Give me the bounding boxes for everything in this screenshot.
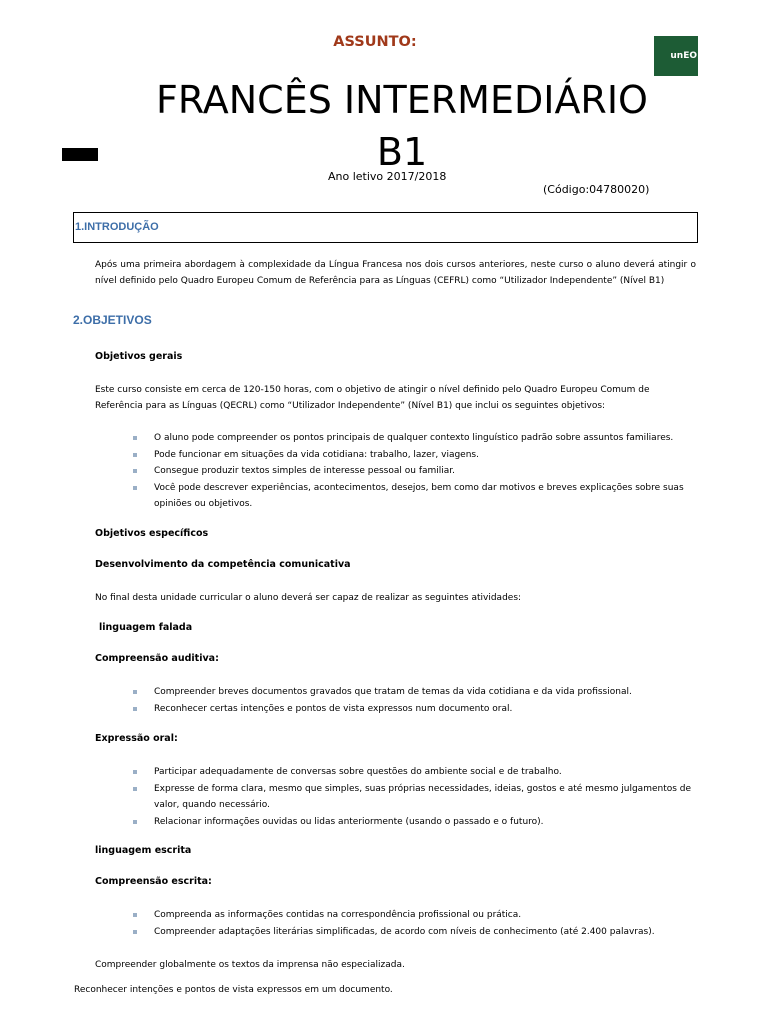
list-item — [133, 907, 703, 924]
list-item-text: Participar adequadamente de conversas sobre questões do ambiente social e de trabalho. — [154, 767, 562, 777]
reading-title: Compreensão escrita: — [95, 876, 212, 887]
list-item — [133, 814, 703, 831]
bullet-icon — [133, 930, 137, 934]
competence-title: Desenvolvimento da competência comunicativa — [95, 559, 351, 570]
competence-intro: No final desta unidade curricular o aluno deverá ser capaz de realizar as seguintes atividades: — [95, 593, 522, 603]
list-item — [133, 764, 703, 781]
general-objectives-list — [133, 430, 698, 513]
list-item-text: Expresse de forma clara, mesmo que simples, suas próprias necessidades, ideias, gostos e até mesmo julgamentos de valor, quando necessário. — [154, 783, 692, 810]
title-line-2: B1 — [376, 130, 428, 174]
bullet-icon — [133, 469, 137, 473]
subject-label: ASSUNTO: — [333, 34, 417, 50]
intro-paragraph: Após uma primeira abordagem à complexidade da Língua Francesa nos dois cursos anteriores, neste curso o aluno deverá atingir o nível definido pelo Quadro Europeu Comum de Referência para as Línguas (CEFRL) como “Utilizador Independente” (Nível B1) — [95, 260, 696, 286]
list-item — [133, 924, 703, 941]
list-item-text: Compreender breves documentos gravados que tratam de temas da vida cotidiana e da vida profissional. — [154, 687, 632, 697]
university-logo: unEO — [654, 36, 698, 76]
listening-title: Compreensão auditiva: — [95, 653, 219, 664]
bullet-icon — [133, 453, 137, 457]
list-item — [133, 701, 703, 718]
bullet-icon — [133, 787, 137, 791]
intro-heading-box — [73, 212, 698, 243]
listening-list — [133, 684, 703, 717]
list-item — [133, 430, 698, 447]
list-item-text: Reconhecer certas intenções e pontos de vista expressos num documento oral. — [154, 703, 513, 714]
list-item-text: Relacionar informações ouvidas ou lidas anteriormente (usando o passado e o futuro). — [154, 816, 544, 827]
list-item-text: O aluno pode compreender os pontos principais de qualquer contexto linguístico padrão sobre assuntos familiares. — [154, 433, 674, 443]
closing-line-1: Compreender globalmente os textos da imprensa não especializada. — [95, 960, 405, 970]
bullet-icon — [133, 436, 137, 440]
list-item-text: Pode funcionar em situações da vida cotidiana: trabalho, lazer, viagens. — [154, 449, 479, 460]
academic-year: Ano letivo 2017/2018 — [328, 170, 447, 183]
list-item — [133, 781, 703, 814]
list-item — [133, 463, 698, 480]
bullet-icon — [133, 486, 137, 490]
list-item — [133, 447, 698, 464]
bullet-icon — [133, 913, 137, 917]
list-item — [133, 684, 703, 701]
general-objectives-title: Objetivos gerais — [95, 351, 183, 362]
bullet-icon — [133, 707, 137, 711]
list-item-text: Compreenda as informações contidas na correspondência profissional ou prática. — [154, 910, 522, 920]
bullet-icon — [133, 690, 137, 694]
page-title — [100, 74, 704, 178]
list-item-text: Compreender adaptações literárias simplificadas, de acordo com níveis de conhecimento (até 2.400 palavras). — [154, 926, 655, 937]
specific-objectives-title: Objetivos específicos — [95, 528, 209, 539]
intro-heading: 1.INTRODUÇÃO — [75, 221, 159, 233]
list-item — [133, 480, 698, 513]
list-item-text: Você pode descrever experiências, acontecimentos, desejos, bem como dar motivos e breves explicações sobre suas opiniões ou objetivos. — [154, 482, 684, 509]
list-item-text: Consegue produzir textos simples de interesse pessoal ou familiar. — [154, 466, 456, 476]
bullet-icon — [133, 820, 137, 824]
redaction-bar — [62, 148, 98, 161]
spoken-language-title: linguagem falada — [99, 622, 193, 633]
bullet-icon — [133, 770, 137, 774]
reading-list — [133, 907, 703, 940]
general-objectives-paragraph: Este curso consiste em cerca de 120-150 horas, com o objetivo de atingir o nível definido pelo Quadro Europeu Comum de Referência para as Línguas (QECRL) como “Utilizador Independente” (Nível B1) que inclui os seguintes objetivos: — [95, 385, 650, 411]
course-code: (Código:04780020) — [543, 183, 650, 196]
oral-expression-title: Expressão oral: — [95, 733, 178, 744]
written-language-title: linguagem escrita — [95, 845, 192, 856]
objectives-heading: 2.OBJETIVOS — [73, 313, 152, 327]
closing-line-2: Reconhecer intenções e pontos de vista expressos em um documento. — [74, 985, 393, 995]
oral-expression-list — [133, 764, 703, 830]
title-line-1: FRANCÊS INTERMEDIÁRIO — [156, 78, 648, 122]
